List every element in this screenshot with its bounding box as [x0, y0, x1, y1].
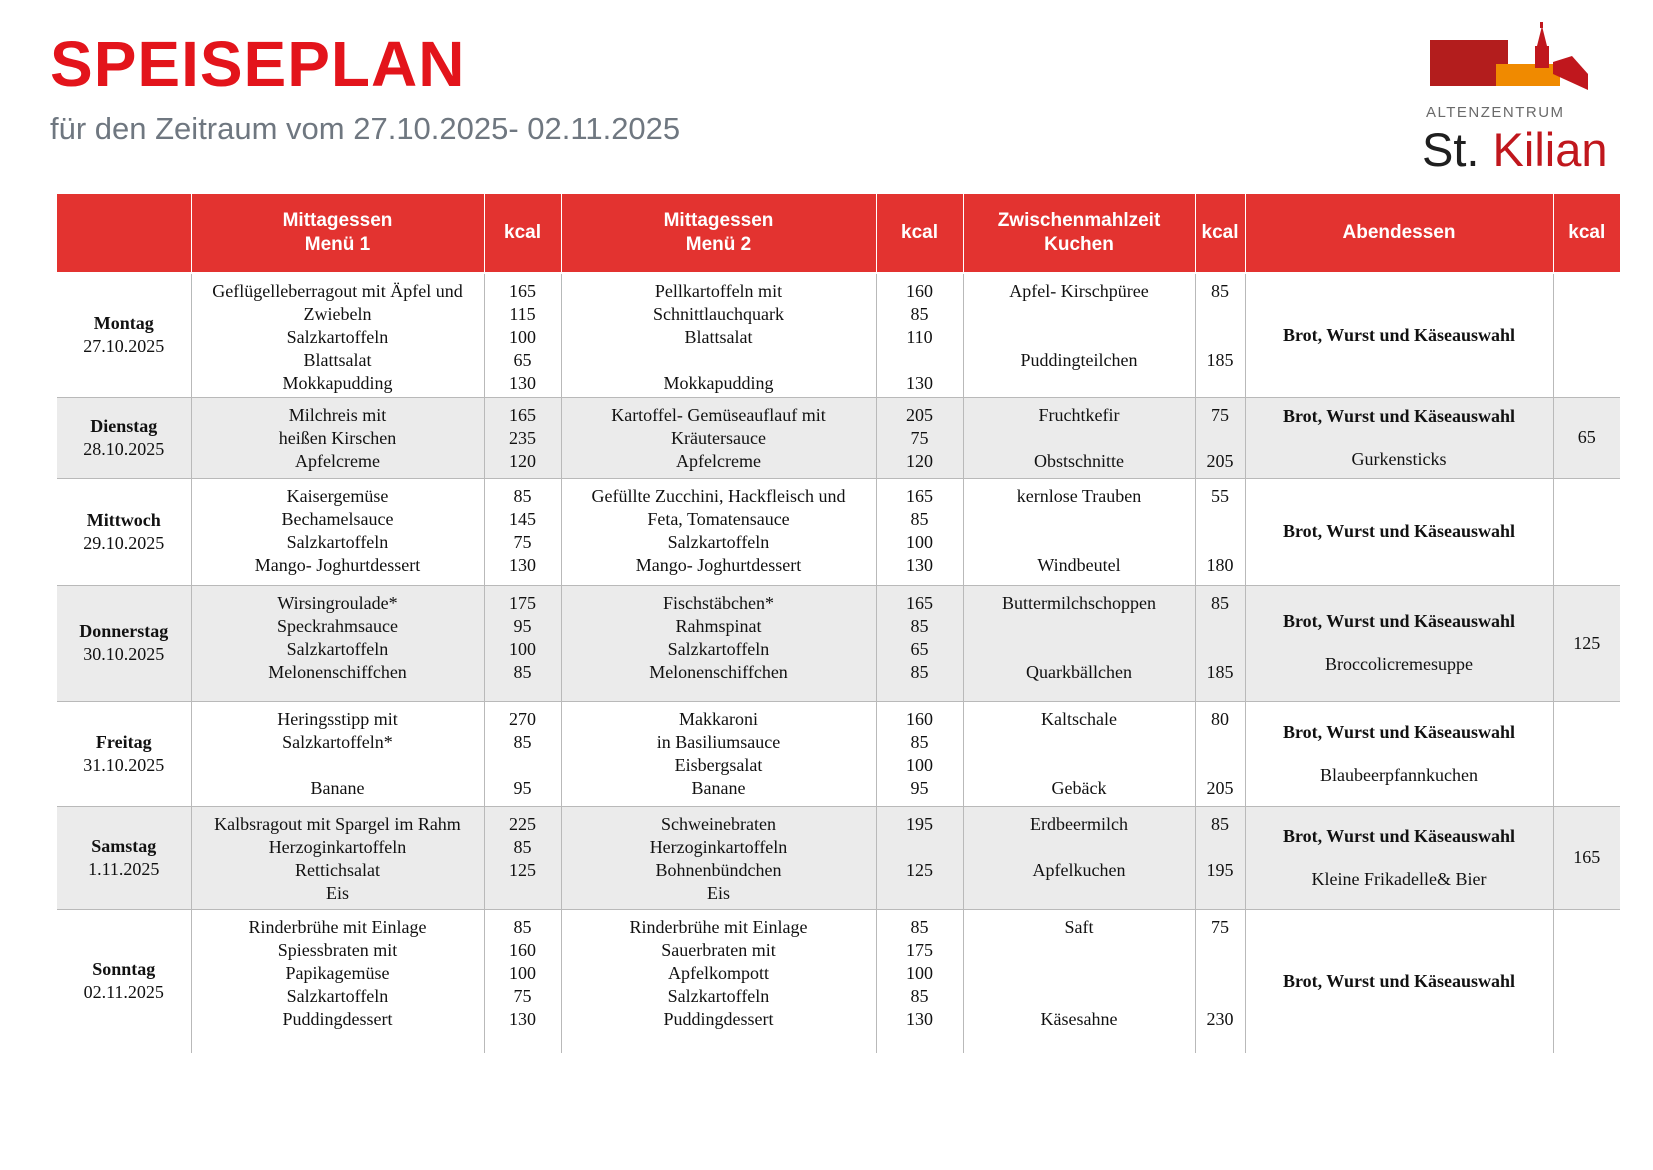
snack-cell-line: [968, 615, 1191, 638]
menu1-cell-line: Rinderbrühe mit Einlage: [248, 916, 427, 937]
menu1-cell: [191, 397, 484, 478]
header-snack: Zwischenmahlzeit Kuchen: [963, 194, 1195, 272]
logo-name-part2: Kilian: [1492, 123, 1608, 176]
snack-kcal-cell: [1195, 585, 1245, 701]
menu1-cell-line: Rettichsalat: [295, 859, 380, 880]
menu1-cell-line: Bechamelsauce: [281, 508, 394, 529]
day-row: [57, 397, 1620, 478]
evening-line: Brot, Wurst und Käseauswahl: [1282, 970, 1516, 991]
evening-line: Broccolicremesuppe: [1325, 654, 1473, 674]
day-name: Dienstag: [90, 415, 158, 436]
menu1-kcal-cell: [484, 274, 561, 397]
menu2-kcal-cell-line: 175: [906, 939, 933, 960]
evening-cell: [1245, 397, 1553, 478]
snack-kcal-cell: [1195, 909, 1245, 1053]
logo-graphic-icon: [1420, 22, 1620, 102]
menu2-kcal-cell-line: 85: [910, 304, 929, 324]
menu2-kcal-cell: [876, 585, 963, 701]
menu2-kcal-cell: [876, 478, 963, 585]
evening-line: Blaubeerpfannkuchen: [1320, 764, 1478, 785]
snack-kcal-cell: [1195, 478, 1245, 585]
table-header: [57, 194, 1620, 272]
snack-kcal-cell-line: 205: [1206, 777, 1234, 798]
logo-name: [1422, 123, 1608, 176]
menu2-cell-line: Eis: [706, 882, 730, 903]
snack-cell-line: [968, 508, 1191, 531]
menu1-kcal-cell-line: 160: [509, 939, 536, 960]
menu1-kcal-cell-line: 145: [509, 508, 536, 529]
evening-kcal-cell: [1553, 274, 1620, 397]
snack-kcal-cell-line: [1200, 615, 1241, 638]
menu1-kcal-cell-line: 95: [513, 777, 532, 798]
day-row: [57, 585, 1620, 701]
evening-kcal-cell: [1553, 701, 1620, 806]
menu1-kcal-cell-line: 270: [509, 708, 536, 729]
evening-line: Brot, Wurst und Käseauswahl: [1282, 521, 1516, 541]
evening-kcal-cell: 165: [1553, 806, 1620, 909]
snack-kcal-cell-line: [1200, 836, 1241, 859]
menu2-cell: [561, 585, 876, 701]
menu1-kcal-cell: [484, 806, 561, 909]
evening-line: Brot, Wurst und Käseauswahl: [1282, 825, 1516, 846]
snack-cell: [963, 478, 1195, 585]
evening-kcal-cell: 125: [1553, 585, 1620, 701]
snack-kcal-cell-line: 85: [1211, 813, 1229, 834]
menu2-kcal-cell-line: [881, 882, 959, 905]
menu1-cell-line: heißen Kirschen: [278, 427, 397, 448]
evening-kcal-cell: [1553, 909, 1620, 1053]
menu2-cell-line: Mokkapudding: [663, 373, 774, 393]
menu1-kcal-cell-line: 85: [513, 731, 532, 752]
menu2-kcal-cell-line: 195: [906, 813, 933, 834]
menu1-cell-line: Melonenschiffchen: [268, 661, 407, 682]
day-date: 29.10.2025: [83, 532, 165, 553]
day-name: Mittwoch: [86, 509, 161, 530]
day-date: 31.10.2025: [83, 754, 165, 775]
menu1-cell: [191, 909, 484, 1053]
header-menu1-kcal: kcal: [484, 194, 561, 272]
menu2-kcal-cell: [876, 701, 963, 806]
menu2-kcal-cell-line: 85: [910, 615, 929, 636]
snack-cell-line: Quarkbällchen: [1026, 661, 1132, 682]
menu2-cell-line: Sauerbraten mit: [661, 939, 776, 960]
snack-cell-line: [968, 638, 1191, 661]
menu1-cell: [191, 585, 484, 701]
menu2-cell-line: Fischstäbchen*: [663, 592, 774, 613]
menu1-kcal-cell-line: 225: [509, 813, 536, 834]
menu2-cell: [561, 397, 876, 478]
menu2-kcal-cell-line: 120: [906, 450, 933, 471]
menu2-cell: [561, 274, 876, 397]
snack-cell-line: Apfel- Kirschpüree: [1009, 281, 1149, 301]
day-date: 30.10.2025: [83, 644, 165, 664]
menu1-kcal-cell-line: 65: [513, 350, 532, 370]
snack-kcal-cell: [1195, 397, 1245, 478]
snack-kcal-cell-line: 180: [1206, 554, 1234, 575]
snack-cell: [963, 397, 1195, 478]
menu2-cell-line: Salzkartoffeln: [667, 985, 770, 1006]
menu2-cell-line: Blattsalat: [684, 327, 753, 347]
menu1-cell-line: Heringsstipp mit: [277, 708, 398, 729]
menu1-kcal-cell-line: 130: [509, 554, 536, 575]
menu2-cell-line: Pellkartoffeln mit: [654, 281, 783, 301]
menu1-kcal-cell-line: 165: [509, 404, 536, 425]
menu1-cell-line: Kalbsragout mit Spargel im Rahm: [214, 813, 461, 834]
day-cell: [57, 701, 191, 806]
menu1-cell-line: Herzoginkartoffeln: [268, 836, 407, 857]
snack-cell-line: [968, 962, 1191, 985]
snack-cell-line: Kaltschale: [1041, 708, 1117, 729]
menu1-kcal-cell-line: [489, 754, 557, 777]
snack-kcal-cell-line: [1200, 962, 1241, 985]
menu2-cell-line: Salzkartoffeln: [667, 531, 770, 552]
menu1-kcal-cell: [484, 478, 561, 585]
header-menu2: Mittagessen Menü 2: [561, 194, 876, 272]
menu2-kcal-cell-line: [881, 836, 959, 859]
menu1-cell-line: Puddingdessert: [282, 1008, 393, 1029]
menu2-cell-line: Melonenschiffchen: [649, 661, 788, 682]
menu2-kcal-cell: [876, 909, 963, 1053]
menu2-cell-line: in Basiliumsauce: [656, 731, 781, 752]
menu2-kcal-cell-line: 160: [906, 281, 933, 301]
menu2-kcal-cell-line: 130: [906, 554, 933, 575]
menu2-cell-line: Herzoginkartoffeln: [649, 836, 788, 857]
menu1-cell: [191, 806, 484, 909]
snack-cell-line: Saft: [1064, 916, 1094, 937]
menu1-kcal-cell-line: 85: [513, 485, 532, 506]
menu1-cell-line: [196, 754, 480, 777]
header-menu1: Mittagessen Menü 1: [191, 194, 484, 272]
menu2-cell-line: [566, 349, 872, 372]
header-evening-kcal: kcal: [1553, 194, 1620, 272]
menu2-cell-line: Schweinebraten: [661, 813, 776, 834]
snack-cell-line: Fruchtkefir: [1038, 404, 1120, 425]
menu1-kcal-cell: [484, 397, 561, 478]
snack-cell-line: [968, 985, 1191, 1008]
menu1-cell-line: Papikagemüse: [285, 962, 390, 983]
menu1-cell-line: Mango- Joghurtdessert: [254, 554, 421, 575]
menu2-kcal-cell-line: 85: [910, 985, 929, 1006]
menu2-kcal-cell-line: 85: [910, 731, 929, 752]
day-name: Samstag: [91, 835, 157, 856]
day-row: [57, 478, 1620, 585]
menu2-kcal-cell-line: 95: [910, 777, 929, 798]
snack-kcal-cell-line: [1200, 326, 1241, 349]
menu2-cell-line: Puddingdessert: [663, 1008, 774, 1029]
menu2-cell-line: Schnittlauchquark: [653, 304, 784, 324]
day-date: 02.11.2025: [83, 982, 164, 1003]
menu2-cell-line: Feta, Tomatensauce: [647, 508, 790, 529]
evening-line: Brot, Wurst und Käseauswahl: [1282, 611, 1516, 631]
menu1-cell-line: Mokkapudding: [282, 373, 393, 393]
snack-kcal-cell-line: 75: [1211, 404, 1229, 425]
menu1-kcal-cell-line: 130: [509, 373, 536, 393]
snack-cell: [963, 806, 1195, 909]
snack-kcal-cell-line: [1200, 939, 1241, 962]
menu1-cell-line: Speckrahmsauce: [277, 615, 398, 636]
menu2-kcal-cell-line: 100: [906, 531, 933, 552]
menu2-cell: [561, 909, 876, 1053]
snack-cell-line: [968, 754, 1191, 777]
menu2-cell-line: Mango- Joghurtdessert: [635, 554, 802, 575]
snack-cell: [963, 585, 1195, 701]
menu2-kcal-cell-line: 85: [910, 661, 929, 682]
snack-kcal-cell: [1195, 274, 1245, 397]
evening-line: Brot, Wurst und Käseauswahl: [1282, 721, 1516, 742]
snack-cell-line: [968, 731, 1191, 754]
snack-kcal-cell-line: 80: [1211, 708, 1229, 729]
evening-line: Kleine Frikadelle& Bier: [1311, 868, 1487, 889]
menu2-cell: [561, 806, 876, 909]
snack-cell: [963, 701, 1195, 806]
menu2-kcal-cell-line: 130: [906, 1008, 933, 1029]
menu1-kcal-cell-line: 75: [513, 531, 532, 552]
day-row: [57, 806, 1620, 909]
menu2-cell-line: Salzkartoffeln: [667, 638, 770, 659]
day-row: [57, 274, 1620, 397]
menu1-kcal-cell-line: 85: [513, 661, 532, 682]
snack-cell-line: Apfelkuchen: [1032, 859, 1126, 880]
menu1-cell-line: Zwiebeln: [303, 304, 372, 324]
menu2-cell-line: Banane: [691, 777, 746, 798]
menu1-cell-line: Salzkartoffeln: [286, 327, 389, 347]
menu2-kcal-cell-line: 160: [906, 708, 933, 729]
menu1-cell: [191, 701, 484, 806]
snack-cell-line: Windbeutel: [1037, 554, 1121, 575]
snack-kcal-cell-line: [1200, 531, 1241, 554]
menu1-cell-line: Milchreis mit: [288, 404, 387, 425]
snack-kcal-cell-line: [1200, 427, 1241, 450]
snack-cell-line: Käsesahne: [1040, 1008, 1118, 1029]
menu1-kcal-cell-line: 75: [513, 985, 532, 1006]
snack-kcal-cell-line: 75: [1211, 916, 1229, 937]
meal-plan-table: [57, 194, 1620, 1053]
logo: [1420, 22, 1620, 182]
date-range-subtitle: für den Zeitraum vom 27.10.2025- 02.11.2025: [50, 111, 681, 146]
menu1-cell-line: Banane: [310, 777, 365, 798]
menu2-kcal-cell-line: 165: [906, 485, 933, 506]
snack-cell-line: [968, 836, 1191, 859]
day-cell: [57, 909, 191, 1053]
snack-kcal-cell-line: 85: [1211, 592, 1229, 613]
snack-kcal-cell-line: [1200, 508, 1241, 531]
header-menu2-kcal: kcal: [876, 194, 963, 272]
menu2-cell-line: Eisbergsalat: [674, 754, 763, 775]
menu1-cell: [191, 478, 484, 585]
menu1-kcal-cell: [484, 909, 561, 1053]
menu2-cell-line: Apfelkompott: [668, 962, 769, 983]
menu1-kcal-cell-line: 85: [513, 836, 532, 857]
menu1-cell-line: Eis: [325, 882, 349, 903]
menu1-cell-line: Wirsingroulade*: [277, 592, 398, 613]
menu1-cell-line: Kaisergemüse: [286, 485, 389, 506]
menu2-kcal-cell-line: 165: [906, 592, 933, 613]
day-name: Freitag: [95, 731, 152, 752]
snack-kcal-cell-line: [1200, 754, 1241, 777]
menu2-kcal-cell-line: 85: [910, 916, 929, 937]
menu2-kcal-cell: [876, 806, 963, 909]
snack-cell-line: [968, 427, 1191, 450]
evening-line: Brot, Wurst und Käseauswahl: [1282, 405, 1516, 426]
snack-cell-line: [968, 303, 1191, 326]
day-name: Sonntag: [92, 959, 156, 980]
menu1-kcal-cell-line: 100: [509, 962, 536, 983]
snack-kcal-cell-line: 55: [1211, 485, 1229, 506]
menu2-cell-line: Rinderbrühe mit Einlage: [629, 916, 808, 937]
day-cell: [57, 478, 191, 585]
day-cell: [57, 585, 191, 701]
menu2-cell-line: Rahmspinat: [675, 615, 762, 636]
menu2-kcal-cell: [876, 397, 963, 478]
menu1-kcal-cell-line: 100: [509, 327, 536, 347]
header-snack-kcal: kcal: [1195, 194, 1245, 272]
snack-kcal-cell: [1195, 806, 1245, 909]
snack-cell: [963, 909, 1195, 1053]
snack-kcal-cell-line: 195: [1206, 859, 1234, 880]
snack-cell-line: Buttermilchschoppen: [1002, 592, 1156, 613]
evening-cell: [1245, 274, 1553, 397]
menu1-kcal-cell-line: 165: [509, 281, 536, 301]
evening-kcal-cell: 65: [1553, 397, 1620, 478]
menu1-kcal-cell-line: 85: [513, 916, 532, 937]
snack-cell-line: Erdbeermilch: [1030, 813, 1128, 834]
menu1-cell-line: Salzkartoffeln*: [282, 731, 393, 752]
menu1-cell-line: Apfelcreme: [295, 450, 380, 471]
menu2-kcal-cell-line: 100: [906, 754, 933, 775]
menu2-cell: [561, 701, 876, 806]
snack-cell-line: Gebäck: [1051, 777, 1107, 798]
menu1-cell-line: Salzkartoffeln: [286, 638, 389, 659]
day-row: [57, 701, 1620, 806]
menu1-kcal-cell: [484, 585, 561, 701]
snack-cell-line: [968, 326, 1191, 349]
snack-kcal-cell-line: 185: [1206, 661, 1234, 682]
day-cell: [57, 397, 191, 478]
menu2-cell-line: Makkaroni: [679, 708, 758, 729]
evening-line: Brot, Wurst und Käseauswahl: [1282, 324, 1516, 345]
menu1-kcal-cell: [484, 701, 561, 806]
menu2-kcal-cell-line: [881, 349, 959, 372]
menu1-cell: [191, 274, 484, 397]
menu1-cell-line: Blattsalat: [303, 350, 372, 370]
evening-cell: [1245, 806, 1553, 909]
menu2-cell-line: Kräutersauce: [671, 427, 766, 448]
menu1-kcal-cell-line: 235: [509, 427, 536, 448]
day-name: Donnerstag: [79, 621, 169, 641]
menu1-kcal-cell-line: [489, 882, 557, 905]
menu2-kcal-cell-line: 75: [910, 427, 929, 448]
snack-cell-line: [968, 939, 1191, 962]
menu1-kcal-cell-line: 100: [509, 638, 536, 659]
day-date: 27.10.2025: [83, 336, 165, 357]
snack-kcal-cell-line: [1200, 731, 1241, 754]
snack-kcal-cell-line: 205: [1206, 450, 1234, 471]
menu1-kcal-cell-line: 120: [509, 450, 536, 471]
menu2-kcal-cell-line: 205: [906, 404, 933, 425]
evening-cell: [1245, 585, 1553, 701]
menu1-kcal-cell-line: 175: [509, 592, 536, 613]
menu2-cell-line: Gefüllte Zucchini, Hackfleisch und: [591, 485, 846, 506]
menu1-kcal-cell-line: 130: [509, 1008, 536, 1029]
day-date: 1.11.2025: [88, 858, 160, 879]
snack-cell-line: kernlose Trauben: [1016, 485, 1142, 506]
day-row: [57, 909, 1620, 1053]
menu2-kcal-cell-line: 100: [906, 962, 933, 983]
menu2-kcal-cell-line: 65: [910, 638, 929, 659]
menu1-cell-line: Geflügelleberragout mit Äpfel und: [212, 281, 463, 301]
evening-cell: [1245, 909, 1553, 1053]
evening-cell: [1245, 478, 1553, 585]
snack-cell-line: [968, 531, 1191, 554]
page-title: SPEISEPLAN: [50, 28, 466, 100]
day-name: Montag: [93, 313, 154, 334]
header-evening: Abendessen: [1245, 194, 1553, 272]
menu1-cell-line: Spiessbraten mit: [277, 939, 398, 960]
snack-kcal-cell-line: [1200, 985, 1241, 1008]
snack-cell-line: Obstschnitte: [1034, 450, 1124, 471]
snack-cell: [963, 274, 1195, 397]
menu1-cell-line: Salzkartoffeln: [286, 531, 389, 552]
snack-kcal-cell: [1195, 701, 1245, 806]
menu2-cell-line: Bohnenbündchen: [655, 859, 782, 880]
evening-kcal-cell: [1553, 478, 1620, 585]
menu2-cell-line: Kartoffel- Gemüseauflauf mit: [611, 404, 826, 425]
menu2-cell-line: Apfelcreme: [676, 450, 761, 471]
snack-kcal-cell-line: 230: [1206, 1008, 1234, 1029]
menu2-kcal-cell-line: 130: [906, 373, 933, 393]
day-cell: [57, 274, 191, 397]
menu2-kcal-cell-line: 110: [906, 327, 933, 347]
menu1-kcal-cell-line: 115: [509, 304, 536, 324]
snack-kcal-cell-line: [1200, 638, 1241, 661]
evening-line: Gurkensticks: [1351, 448, 1447, 469]
menu2-kcal-cell-line: 125: [906, 859, 933, 880]
menu1-cell-line: Salzkartoffeln: [286, 985, 389, 1006]
menu2-cell: [561, 478, 876, 585]
snack-kcal-cell-line: 85: [1211, 281, 1229, 301]
snack-cell-line: Puddingteilchen: [1020, 350, 1138, 370]
menu2-kcal-cell-line: 85: [910, 508, 929, 529]
logo-name-part1: St.: [1422, 123, 1480, 176]
day-date: 28.10.2025: [83, 438, 165, 459]
menu2-kcal-cell: [876, 274, 963, 397]
menu1-kcal-cell-line: 95: [513, 615, 532, 636]
header-day: [57, 194, 191, 272]
logo-org-label: ALTENZENTRUM: [1426, 104, 1565, 121]
day-cell: [57, 806, 191, 909]
snack-kcal-cell-line: 185: [1206, 350, 1234, 370]
snack-kcal-cell-line: [1200, 303, 1241, 326]
evening-cell: [1245, 701, 1553, 806]
menu1-kcal-cell-line: 125: [509, 859, 536, 880]
